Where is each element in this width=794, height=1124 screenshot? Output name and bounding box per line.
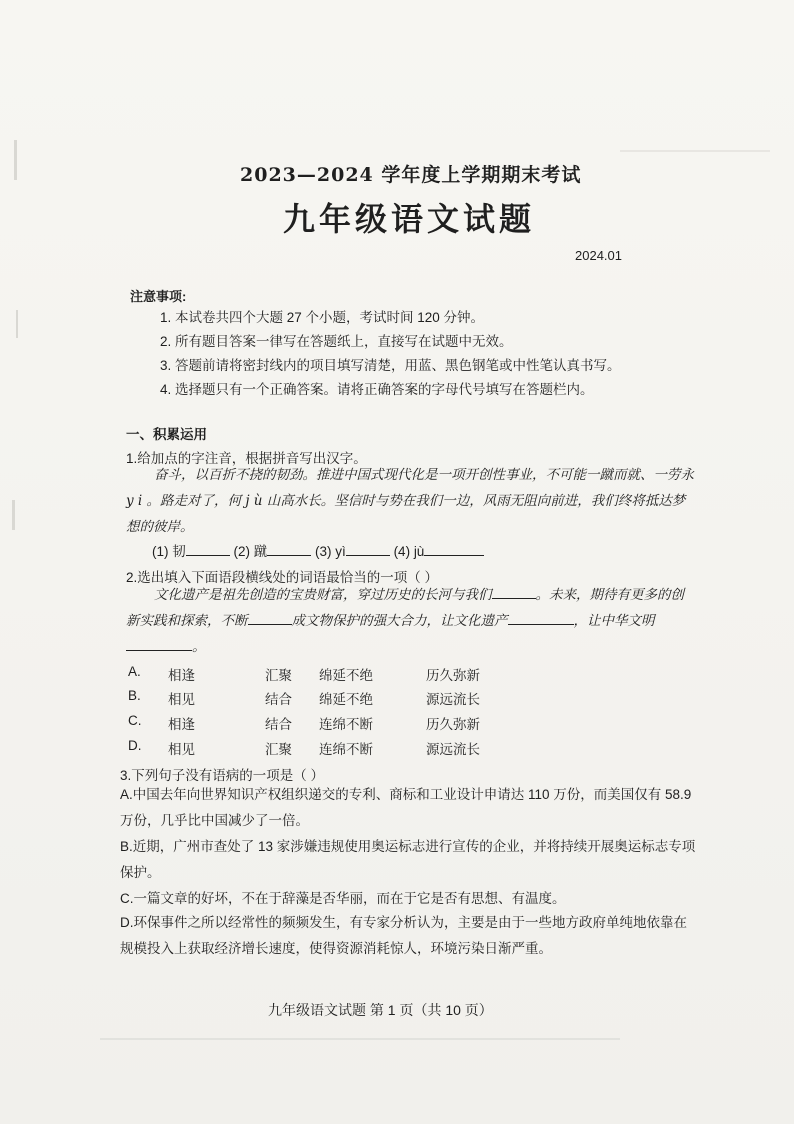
option-word: 相逢 [168, 668, 195, 683]
option-word: 源远流长 [426, 742, 480, 757]
question-1-blanks [152, 540, 484, 560]
note-item: 3. 答题前请将密封线内的项目填写清楚，用蓝、黑色钢笔或中性笔认真书写。 [160, 358, 621, 373]
answer-blank [248, 610, 292, 625]
option-word: 连绵不断 [319, 717, 373, 732]
q3-option: C.一篇文章的好坏，不在于辞藻是否华丽，而在于它是否有思想、有温度。 [120, 891, 566, 906]
answer-blank [126, 636, 192, 651]
option-word: 历久弥新 [426, 668, 480, 683]
passage-text: 文化遗产是祖先创造的宝贵财富，穿过历史的长河与我们 [154, 587, 492, 603]
question-1-passage: 奋斗，以百折不挠的韧劲。推进中国式现代化是一项开创性事业，不可能一蹴而就、一劳永 y i 。路走对了，何 j ù 山高水长。坚信时与势在我们一边，风雨无阻向前进，我们终将抵达梦想的彼岸。 [126, 467, 694, 535]
option-word: 源远流长 [426, 692, 480, 707]
notes-heading: 注意事项: [130, 289, 187, 304]
option-letter: C. [128, 713, 142, 728]
q3-option: D.环保事件之所以经常性的频频发生，有专家分析认为，主要是由于一些地方政府单纯地依靠在规模投入上获取经济增长速度，使得资源消耗惊人，环境污染日渐严重。 [120, 915, 687, 956]
exam-date: 2024.01 [575, 248, 622, 263]
option-word: 相见 [168, 742, 195, 757]
passage-text: 。 [192, 639, 206, 655]
blank-label: (3) yì [315, 544, 346, 559]
passage-text: 成文物保护的强大合力，让文化遗产 [291, 613, 508, 629]
blank-label: (1) 韧 [152, 544, 186, 559]
q3-option: B.近期，广州市查处了 13 家涉嫌违规使用奥运标志进行宣传的企业，并将持续开展奥运标志专项保护。 [120, 839, 696, 880]
option-word: 历久弥新 [426, 717, 480, 732]
option-word: 结合 [265, 692, 292, 707]
answer-blank [267, 541, 311, 556]
scan-bottom-noise [100, 1038, 620, 1040]
question-2-prompt: 2.选出填入下面语段横线处的词语最恰当的一项（ ） [126, 570, 439, 585]
note-item: 4. 选择题只有一个正确答案。请将正确答案的字母代号填写在答题栏内。 [160, 382, 594, 397]
page-title: 九年级语文试题 [283, 200, 536, 238]
answer-blank [492, 584, 536, 599]
option-word: 连绵不断 [319, 742, 373, 757]
section-heading: 一、积累运用 [126, 427, 207, 442]
note-item: 1. 本试卷共四个大题 27 个小题，考试时间 120 分钟。 [160, 310, 485, 325]
option-word: 汇聚 [265, 742, 292, 757]
answer-blank [424, 541, 484, 556]
option-letter: D. [128, 738, 142, 753]
question-3-prompt: 3.下列句子没有语病的一项是（ ） [120, 768, 325, 783]
q3-option: A.中国去年向世界知识产权组织递交的专利、商标和工业设计申请达 110 万份，而美国仅有 58.9 万份，几乎比中国减少了一倍。 [120, 787, 692, 828]
option-word: 汇聚 [265, 668, 292, 683]
option-word: 绵延不绝 [319, 668, 373, 683]
option-word: 相逢 [168, 717, 195, 732]
option-word: 结合 [265, 717, 292, 732]
option-word: 相见 [168, 692, 195, 707]
blank-label: (4) jù [393, 544, 425, 559]
note-item: 2. 所有题目答案一律写在答题纸上，直接写在试题中无效。 [160, 334, 513, 349]
scan-corner-mark [620, 150, 770, 152]
answer-blank [186, 541, 230, 556]
scan-edge-mark [16, 310, 18, 338]
scan-edge-mark [14, 140, 17, 180]
passage-text: 。未来，期待有更多的创新实践和探索，不断 [126, 587, 684, 629]
scan-edge-mark [12, 500, 15, 530]
page-footer: 九年级语文试题 第 1 页（共 10 页） [268, 1002, 493, 1018]
blank-label: (2) 蹴 [233, 544, 268, 559]
answer-blank [346, 541, 390, 556]
question-2-passage [126, 582, 696, 660]
option-letter: B. [128, 688, 141, 703]
question-1-prompt: 1.给加点的字注音，根据拼音写出汉字。 [126, 451, 367, 466]
option-word: 绵延不绝 [319, 692, 373, 707]
answer-blank [508, 610, 574, 625]
exam-subtitle: 2023—2024 学年度上学期期末考试 [240, 164, 582, 186]
option-letter: A. [128, 664, 141, 679]
passage-text: ，让中华文明 [573, 613, 655, 629]
